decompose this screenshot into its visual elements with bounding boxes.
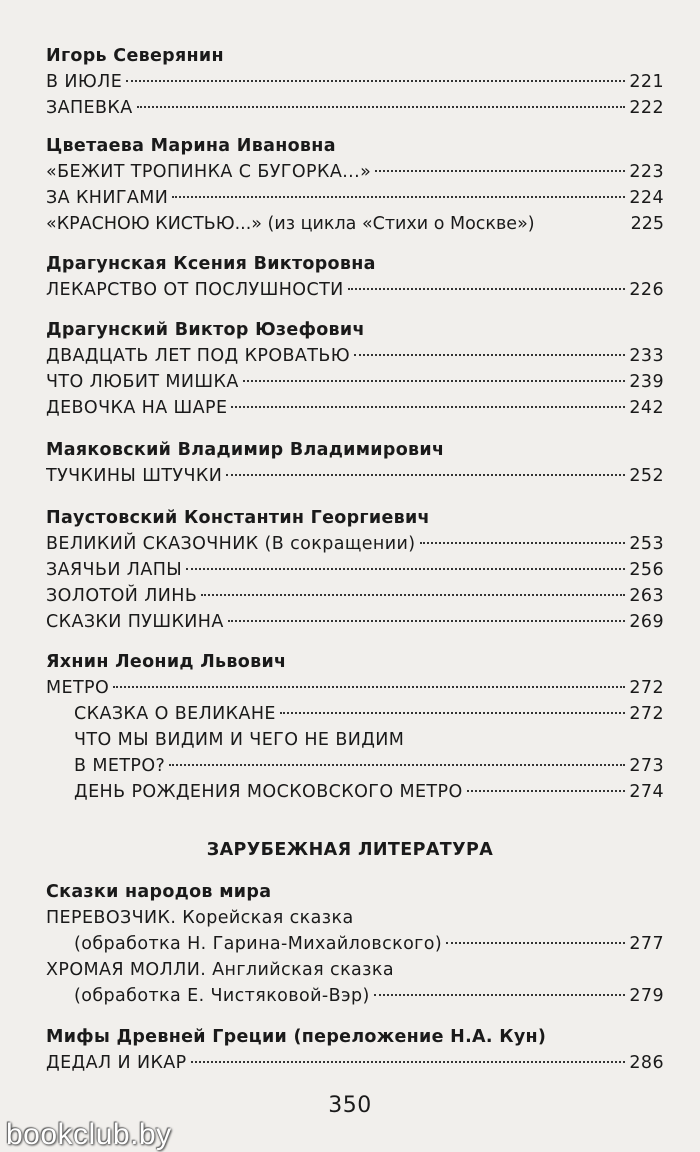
author-heading: Игорь Северянин [46,46,224,66]
toc-entry[interactable] [46,185,664,211]
entry-title: В МЕТРО? [74,756,166,776]
author-heading: Драгунский Виктор Юзефович [46,320,365,340]
entry-title: В ИЮЛЕ [46,72,123,92]
entry-page: 221 [629,72,664,92]
toc-section-yakhnin [46,649,664,805]
entry-title: «КРАСНОЮ КИСТЬЮ...» (из цикла «Стихи о Москве») [46,214,535,234]
entry-page: 279 [629,986,664,1006]
toc-entry[interactable] [46,931,664,957]
toc-entry[interactable] [46,95,664,121]
entry-page: 233 [629,346,664,366]
toc-section-dragunskaya [46,251,664,303]
entry-page: 222 [629,98,664,118]
toc-entry[interactable] [46,609,664,635]
entry-page: 242 [629,398,664,418]
entry-page: 226 [629,280,664,300]
entry-page: 277 [629,934,664,954]
dot-leader [374,994,626,996]
dot-leader [137,106,626,108]
dot-leader [113,686,625,688]
entry-title: ЛЕКАРСТВО ОТ ПОСЛУШНОСТИ [46,280,344,300]
entry-title: (обработка Е. Чистяковой-Вэр) [74,986,370,1006]
toc-entry[interactable] [46,159,664,185]
toc-section-mayakovsky [46,437,664,489]
toc-section-severyanin [46,43,664,121]
entry-title: ЧТО ЛЮБИТ МИШКА [46,372,239,392]
entry-title: ВЕЛИКИЙ СКАЗОЧНИК (В сокращении) [46,534,416,554]
entry-page: 263 [629,586,664,606]
entry-title: «БЕЖИТ ТРОПИНКА С БУГОРКА...» [46,162,372,182]
toc-entry[interactable] [46,779,664,805]
entry-title: ДЕНЬ РОЖДЕНИЯ МОСКОВСКОГО МЕТРО [74,782,463,802]
entry-title: ЗАЯЧЬИ ЛАПЫ [46,560,183,580]
dot-leader [201,594,625,596]
author-heading: Мифы Древней Греции (переложение Н.А. Кун) [46,1027,547,1047]
toc-entry[interactable] [46,583,664,609]
entry-page: 274 [629,782,664,802]
toc-section-tsvetaeva [46,133,664,237]
entry-page: 252 [629,466,664,486]
toc-entry[interactable] [46,983,664,1009]
entry-title: МЕТРО [46,678,110,698]
dot-leader [191,1061,626,1063]
dot-leader [446,942,625,944]
toc-entry[interactable] [46,1050,664,1076]
entry-page: 272 [629,704,664,724]
entry-title: ЗОЛОТОЙ ЛИНЬ [46,586,198,606]
dot-leader [354,354,625,356]
entry-title-line1: ЧТО МЫ ВИДИМ И ЧЕГО НЕ ВИДИМ [74,730,405,750]
toc-entry[interactable] [46,369,664,395]
author-heading: Сказки народов мира [46,882,272,902]
entry-page: 224 [629,188,664,208]
entry-title-line1: ХРОМАЯ МОЛЛИ. Английская сказка [46,960,394,980]
author-heading: Драгунская Ксения Викторовна [46,254,376,274]
entry-title: (обработка Н. Гарина-Михайловского) [74,934,443,954]
toc-entry[interactable] [46,211,664,237]
dot-leader [375,170,625,172]
page-number: 350 [328,1093,372,1118]
dot-leader [243,380,626,382]
entry-page: 256 [629,560,664,580]
entry-title: ДВАДЦАТЬ ЛЕТ ПОД КРОВАТЬЮ [46,346,351,366]
entry-title: СКАЗКА О ВЕЛИКАНЕ [74,704,276,724]
toc-section-greek-myths [46,1024,664,1076]
toc-entry[interactable] [46,675,664,701]
toc-entry[interactable] [46,69,664,95]
dot-leader [420,542,626,544]
dot-leader [231,406,625,408]
dot-leader [186,568,625,570]
toc-entry[interactable] [46,463,664,489]
entry-page: 272 [629,678,664,698]
toc-entry[interactable] [46,343,664,369]
dot-leader [226,474,625,476]
entry-title: СКАЗКИ ПУШКИНА [46,612,224,632]
entry-page: 269 [629,612,664,632]
dot-leader [467,790,626,792]
entry-title: ТУЧКИНЫ ШТУЧКИ [46,466,223,486]
entry-page: 253 [629,534,664,554]
dot-leader [228,620,626,622]
dot-leader [172,196,625,198]
section-heading: ЗАРУБЕЖНАЯ ЛИТЕРАТУРА [206,840,494,860]
entry-title: ЗАПЕВКА [46,98,133,118]
toc-section-folk-tales [46,879,664,1009]
author-heading: Яхнин Леонид Львович [46,652,287,672]
dot-leader [126,80,625,82]
entry-title: ЗА КНИГАМИ [46,188,169,208]
entry-title-line1: ПЕРЕВОЗЧИК. Корейская сказка [46,908,354,928]
author-heading: Цветаева Марина Ивановна [46,136,336,156]
toc-entry[interactable] [46,531,664,557]
dot-leader [280,712,626,714]
entry-page: 239 [629,372,664,392]
watermark: bookclub.by [6,1118,172,1151]
entry-page: 273 [629,756,664,776]
dot-leader [169,764,625,766]
toc-entry[interactable] [46,753,664,779]
toc-entry[interactable] [46,277,664,303]
entry-title: ДЕВОЧКА НА ШАРЕ [46,398,228,418]
dot-leader [348,288,626,290]
toc-entry[interactable] [46,701,664,727]
entry-page: 225 [630,214,664,234]
author-heading: Маяковский Владимир Владимирович [46,440,445,460]
toc-entry[interactable] [46,557,664,583]
entry-page: 286 [629,1053,664,1073]
toc-entry[interactable] [46,395,664,421]
toc-section-paustovsky [46,505,664,635]
entry-page: 223 [629,162,664,182]
author-heading: Паустовский Константин Георгиевич [46,508,430,528]
toc-section-dragunsky [46,317,664,421]
entry-title: ДЕДАЛ И ИКАР [46,1053,187,1073]
